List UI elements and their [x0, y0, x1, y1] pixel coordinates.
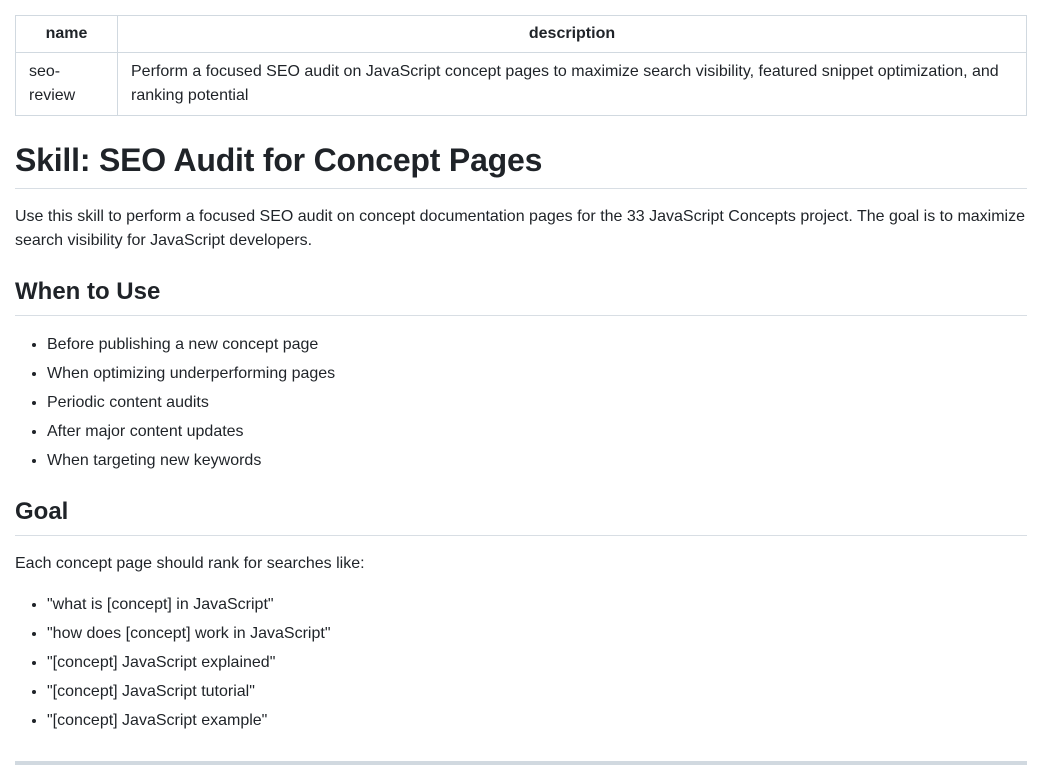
list-item: • "what is [concept] in JavaScript" [47, 592, 1027, 617]
column-header-name: name [16, 16, 118, 53]
cell-name: seo-review [16, 53, 118, 116]
list-item: • After major content updates [47, 419, 1027, 444]
table-row [16, 53, 1027, 116]
list-item: • Periodic content audits [47, 390, 1027, 415]
list-item: • When targeting new keywords [47, 448, 1027, 473]
cell-description: Perform a focused SEO audit on JavaScript concept pages to maximize search visibility, featured snippet optimization, and ranking potential [118, 53, 1027, 116]
page-title: Skill: SEO Audit for Concept Pages [15, 140, 1027, 189]
column-header-description: description [118, 16, 1027, 53]
list-item: • When optimizing underperforming pages [47, 361, 1027, 386]
list-item: • "[concept] JavaScript explained" [47, 650, 1027, 675]
goal-search-list [15, 592, 1027, 733]
when-to-use-heading: When to Use [15, 277, 1027, 316]
list-item: • "how does [concept] work in JavaScript" [47, 621, 1027, 646]
markdown-document [15, 15, 1027, 765]
frontmatter-table [15, 15, 1027, 116]
list-item: • "[concept] JavaScript tutorial" [47, 679, 1027, 704]
list-item: • "[concept] JavaScript example" [47, 708, 1027, 733]
table-header-row [16, 16, 1027, 53]
goal-heading: Goal [15, 497, 1027, 536]
goal-intro: Each concept page should rank for searches like: [15, 555, 365, 572]
list-item: • Before publishing a new concept page [47, 332, 1027, 357]
horizontal-rule [15, 761, 1027, 765]
intro-paragraph: Use this skill to perform a focused SEO audit on concept documentation pages for the 33 JavaScript Concepts project. The goal is to maximize search visibility for JavaScript developers. [15, 208, 1025, 249]
when-to-use-list [15, 332, 1027, 473]
